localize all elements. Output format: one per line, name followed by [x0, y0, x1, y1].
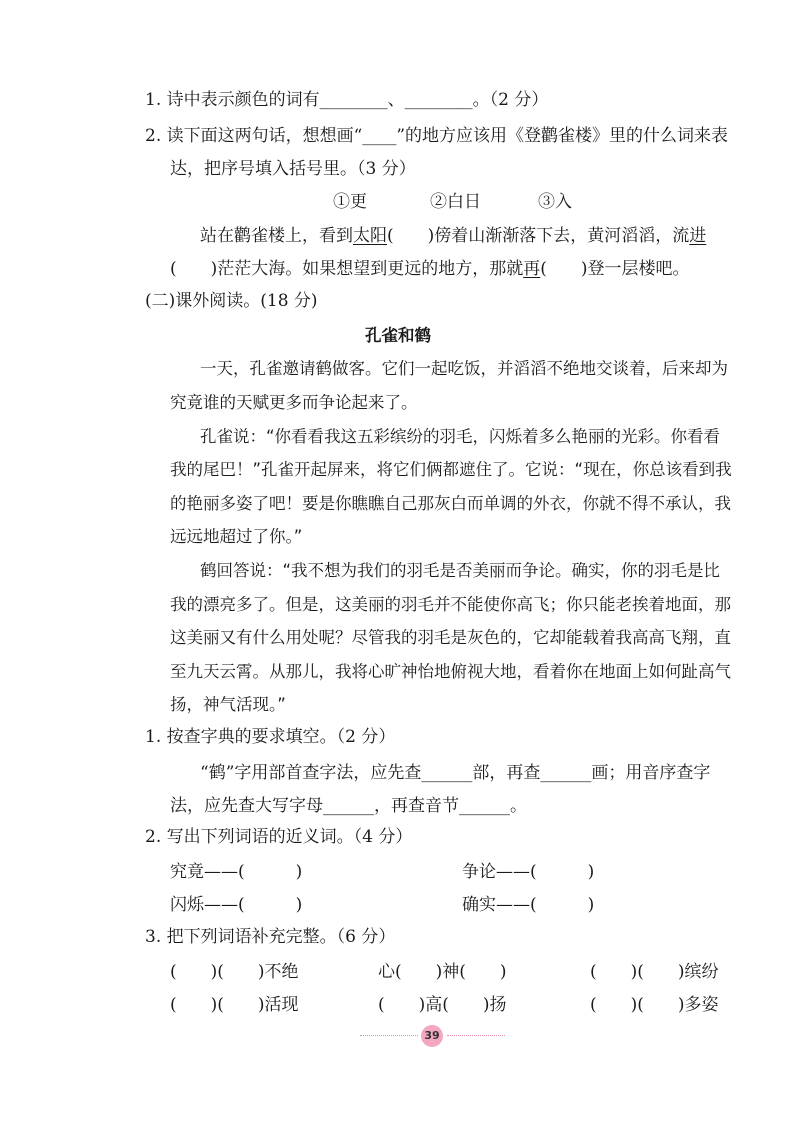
idiom-item-2: 心( )神( ) — [378, 962, 507, 982]
page-number-badge: 39 — [421, 1025, 443, 1047]
reading-question-1-title: 1. 按查字典的要求填空。（2 分） — [145, 727, 396, 747]
passage-para-2-line-1: 孔雀说：“你看看我这五彩缤纷的羽毛，闪烁着多么艳丽的光彩。你看看 — [200, 427, 721, 446]
reading-question-1-line-1: “鹤”字用部首查字法，应先查______部，再查______画；用音序查字 — [200, 763, 711, 783]
passage-para-3-line-4: 至九天云霄。从那儿，我将心旷神怡地俯视大地，看着你在地面上如何趾高气 — [170, 662, 731, 681]
idiom-item-1: ( )( )不绝 — [170, 962, 299, 982]
reading-question-2-title: 2. 写出下列词语的近义词。（4 分） — [145, 827, 413, 847]
question-1-colors: 1. 诗中表示颜色的词有________、________。（2 分） — [145, 90, 549, 110]
page-footer — [0, 1025, 800, 1047]
passage-para-1-line-1: 一天，孔雀邀请鹤做客。它们一起吃饭，并滔滔不绝地交谈着，后来却为 — [200, 359, 728, 378]
synonym-item-1: 究竟——( ) — [170, 862, 303, 882]
underlined-word-enter: 进 — [689, 226, 707, 246]
synonym-item-2: 争论——( ) — [462, 862, 595, 882]
passage-para-2-line-2: 我的尾巴！”孔雀开起屏来，将它们俩都遮住了。它说：“现在，你总该看到我 — [170, 460, 732, 479]
idiom-item-5: ( )高( )扬 — [378, 995, 507, 1015]
question-2-line-2: 达，把序号填入括号里。（3 分） — [170, 159, 416, 179]
passage-para-3-line-3: 这美丽又有什么用处呢？尽管我的羽毛是灰色的，它却能载着我高高飞翔，直 — [170, 628, 731, 647]
section-heading: (二)课外阅读。(18 分) — [145, 291, 318, 311]
reading-question-1-line-2: 法，应先查大写字母______，再查音节______。 — [170, 796, 527, 816]
passage-para-3-line-5: 扬，神气活现。” — [170, 695, 286, 714]
synonym-item-3: 闪烁——( ) — [170, 895, 303, 915]
footer-divider-right — [447, 1035, 505, 1036]
question-2-line-1: 2. 读下面这两句话，想想画“____”的地方应该用《登鹳雀楼》里的什么词来表 — [145, 126, 729, 146]
passage-title: 孔雀和鹤 — [365, 326, 431, 345]
option-3: ③入 — [538, 192, 572, 212]
passage-para-3-line-2: 我的漂亮多了。但是，这美丽的羽毛并不能使你高飞；你只能老挨着地面，那 — [170, 595, 731, 614]
footer-divider-left — [360, 1035, 418, 1036]
option-1: ①更 — [333, 192, 367, 212]
idiom-item-6: ( )( )多姿 — [590, 995, 719, 1015]
idiom-item-3: ( )( )缤纷 — [590, 962, 719, 982]
reading-question-3-title: 3. 把下列词语补充完整。（6 分） — [145, 927, 396, 947]
option-2: ②白日 — [430, 192, 481, 212]
passage-para-3-line-1: 鹤回答说：“我不想为我们的羽毛是否美丽而争论。确实，你的羽毛是比 — [200, 561, 721, 580]
passage-para-1-line-2: 究竟谁的天赋更多而争论起来了。 — [170, 393, 418, 412]
underlined-word-sun: 太阳 — [353, 226, 387, 246]
sentence-line-1: 站在鹳雀楼上，看到太阳( )傍着山渐渐落下去，黄河滔滔，流进 — [200, 226, 707, 246]
underlined-word-again: 再 — [523, 259, 541, 279]
synonym-item-4: 确实——( ) — [462, 895, 595, 915]
idiom-item-4: ( )( )活现 — [170, 995, 299, 1015]
sentence-line-2: ( )茫茫大海。如果想望到更远的地方，那就再( )登一层楼吧。 — [170, 259, 690, 279]
passage-para-2-line-3: 的艳丽多姿了吧！要是你瞧瞧自己那灰白而单调的外衣，你就不得不承认，我 — [170, 494, 731, 513]
passage-para-2-line-4: 远远地超过了你。” — [170, 527, 303, 546]
